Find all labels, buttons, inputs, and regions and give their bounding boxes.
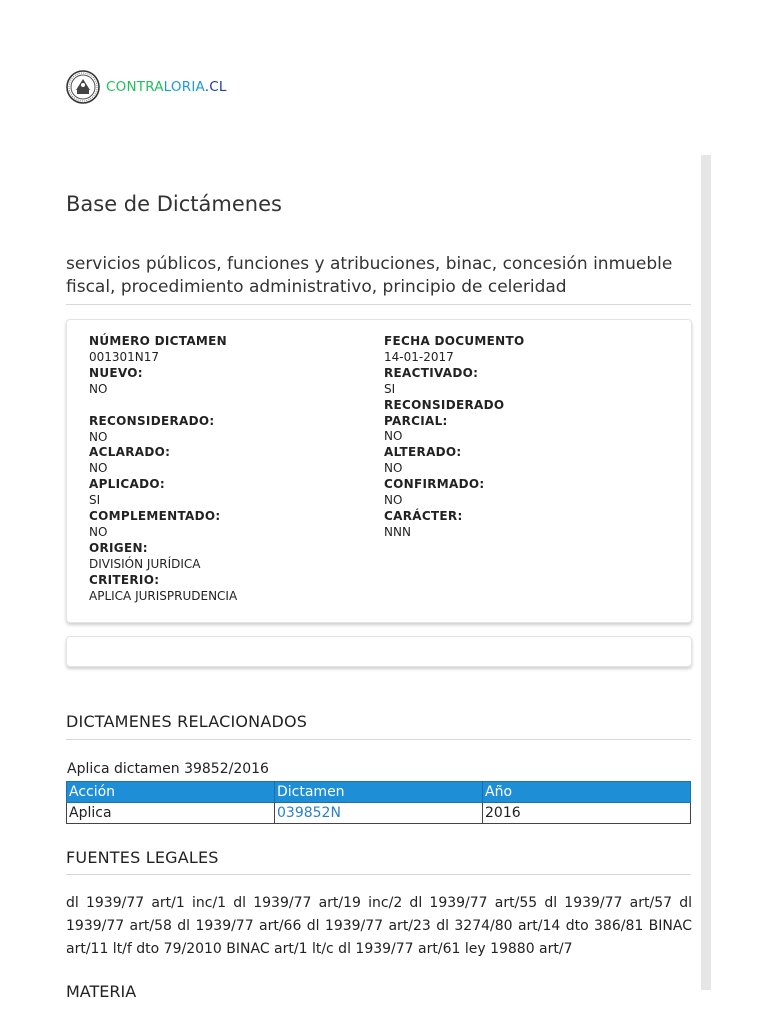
reconsiderado-parcial-label-2: PARCIAL: [384, 413, 448, 428]
reconsiderado-value: NO [89, 429, 108, 444]
confirmado-label: CONFIRMADO: [384, 477, 485, 492]
confirmado-value: NO [384, 493, 403, 508]
fuentes-text: dl 1939/77 art/1 inc/1 dl 1939/77 art/19 inc/2 dl 1939/77 art/55 dl 1939/77 art/57 dl 1939/77 art/58 dl 1939/77 art/66 dl 1939/77 art/23 dl 3274/80 art/14 dto 386/81 BINAC art/11 lt/f dto 79/2010 BINAC art/1 lt/c dl 1939/77 art/61 ley 19880 art/7 [66, 895, 692, 957]
fecha-documento-label: FECHA DOCUMENTO [384, 334, 525, 348]
origen-value: DIVISIÓN JURÍDICA [89, 556, 201, 571]
site-logo[interactable] [66, 70, 227, 104]
nuevo-label: NUEVO: [89, 365, 143, 380]
dictamen-link[interactable]: 039852N [277, 805, 341, 821]
reactivado-value: SI [384, 381, 396, 396]
column-header-accion: Acción [67, 782, 275, 803]
details-card [66, 319, 692, 623]
divider [66, 739, 691, 740]
nuevo-value: NO [89, 381, 108, 396]
caracter-value: NNN [384, 524, 411, 539]
criterio-value: APLICA JURISPRUDENCIA [89, 588, 238, 603]
details-column-left [89, 334, 237, 605]
cell-accion: Aplica [67, 803, 275, 824]
divider [66, 874, 691, 875]
divider [66, 304, 691, 305]
complementado-label: COMPLEMENTADO: [89, 509, 221, 524]
reconsiderado-label: RECONSIDERADO: [89, 413, 215, 428]
materia-heading: MATERIA [66, 982, 137, 1001]
related-caption: Aplica dictamen 39852/2016 [67, 761, 269, 777]
alterado-value: NO [384, 461, 403, 476]
brand-name: CONTRALORIA.CL [106, 79, 227, 95]
column-header-dictamen: Dictamen [275, 782, 483, 803]
alterado-label: ALTERADO: [384, 445, 462, 460]
column-header-anio: Año [483, 782, 691, 803]
aclarado-value: NO [89, 461, 108, 476]
related-table [66, 781, 691, 824]
caracter-label: CARÁCTER: [384, 508, 463, 523]
fecha-documento-value: 14-01-2017 [384, 349, 454, 364]
numero-dictamen-label: NÚMERO DICTAMEN [89, 334, 227, 348]
reconsiderado-parcial-value: NO [384, 429, 403, 444]
aplicado-value: SI [89, 493, 101, 508]
cell-anio: 2016 [483, 803, 691, 824]
contraloria-seal-icon [66, 70, 100, 104]
origen-label: ORIGEN: [89, 540, 148, 555]
subject-keywords: servicios públicos, funciones y atribuciones, binac, concesión inmueble fiscal, procedimiento administrativo, principio de celeridad [66, 254, 673, 297]
criterio-label: CRITERIO: [89, 572, 160, 587]
aclarado-label: ACLARADO: [89, 445, 171, 460]
reactivado-label: REACTIVADO: [384, 365, 479, 380]
table-row [67, 803, 691, 824]
scrollbar[interactable] [701, 155, 711, 990]
related-heading: DICTAMENES RELACIONADOS [66, 712, 308, 731]
empty-card [66, 636, 692, 667]
reconsiderado-parcial-label: RECONSIDERADO [384, 397, 505, 412]
aplicado-label: APLICADO: [89, 477, 165, 492]
numero-dictamen-value: 001301N17 [89, 349, 160, 364]
cell-dictamen [275, 803, 483, 824]
table-header-row [67, 782, 691, 803]
details-column-right [384, 334, 525, 541]
complementado-value: NO [89, 524, 108, 539]
page-title: Base de Dictámenes [66, 192, 282, 216]
fuentes-heading: FUENTES LEGALES [66, 848, 219, 867]
